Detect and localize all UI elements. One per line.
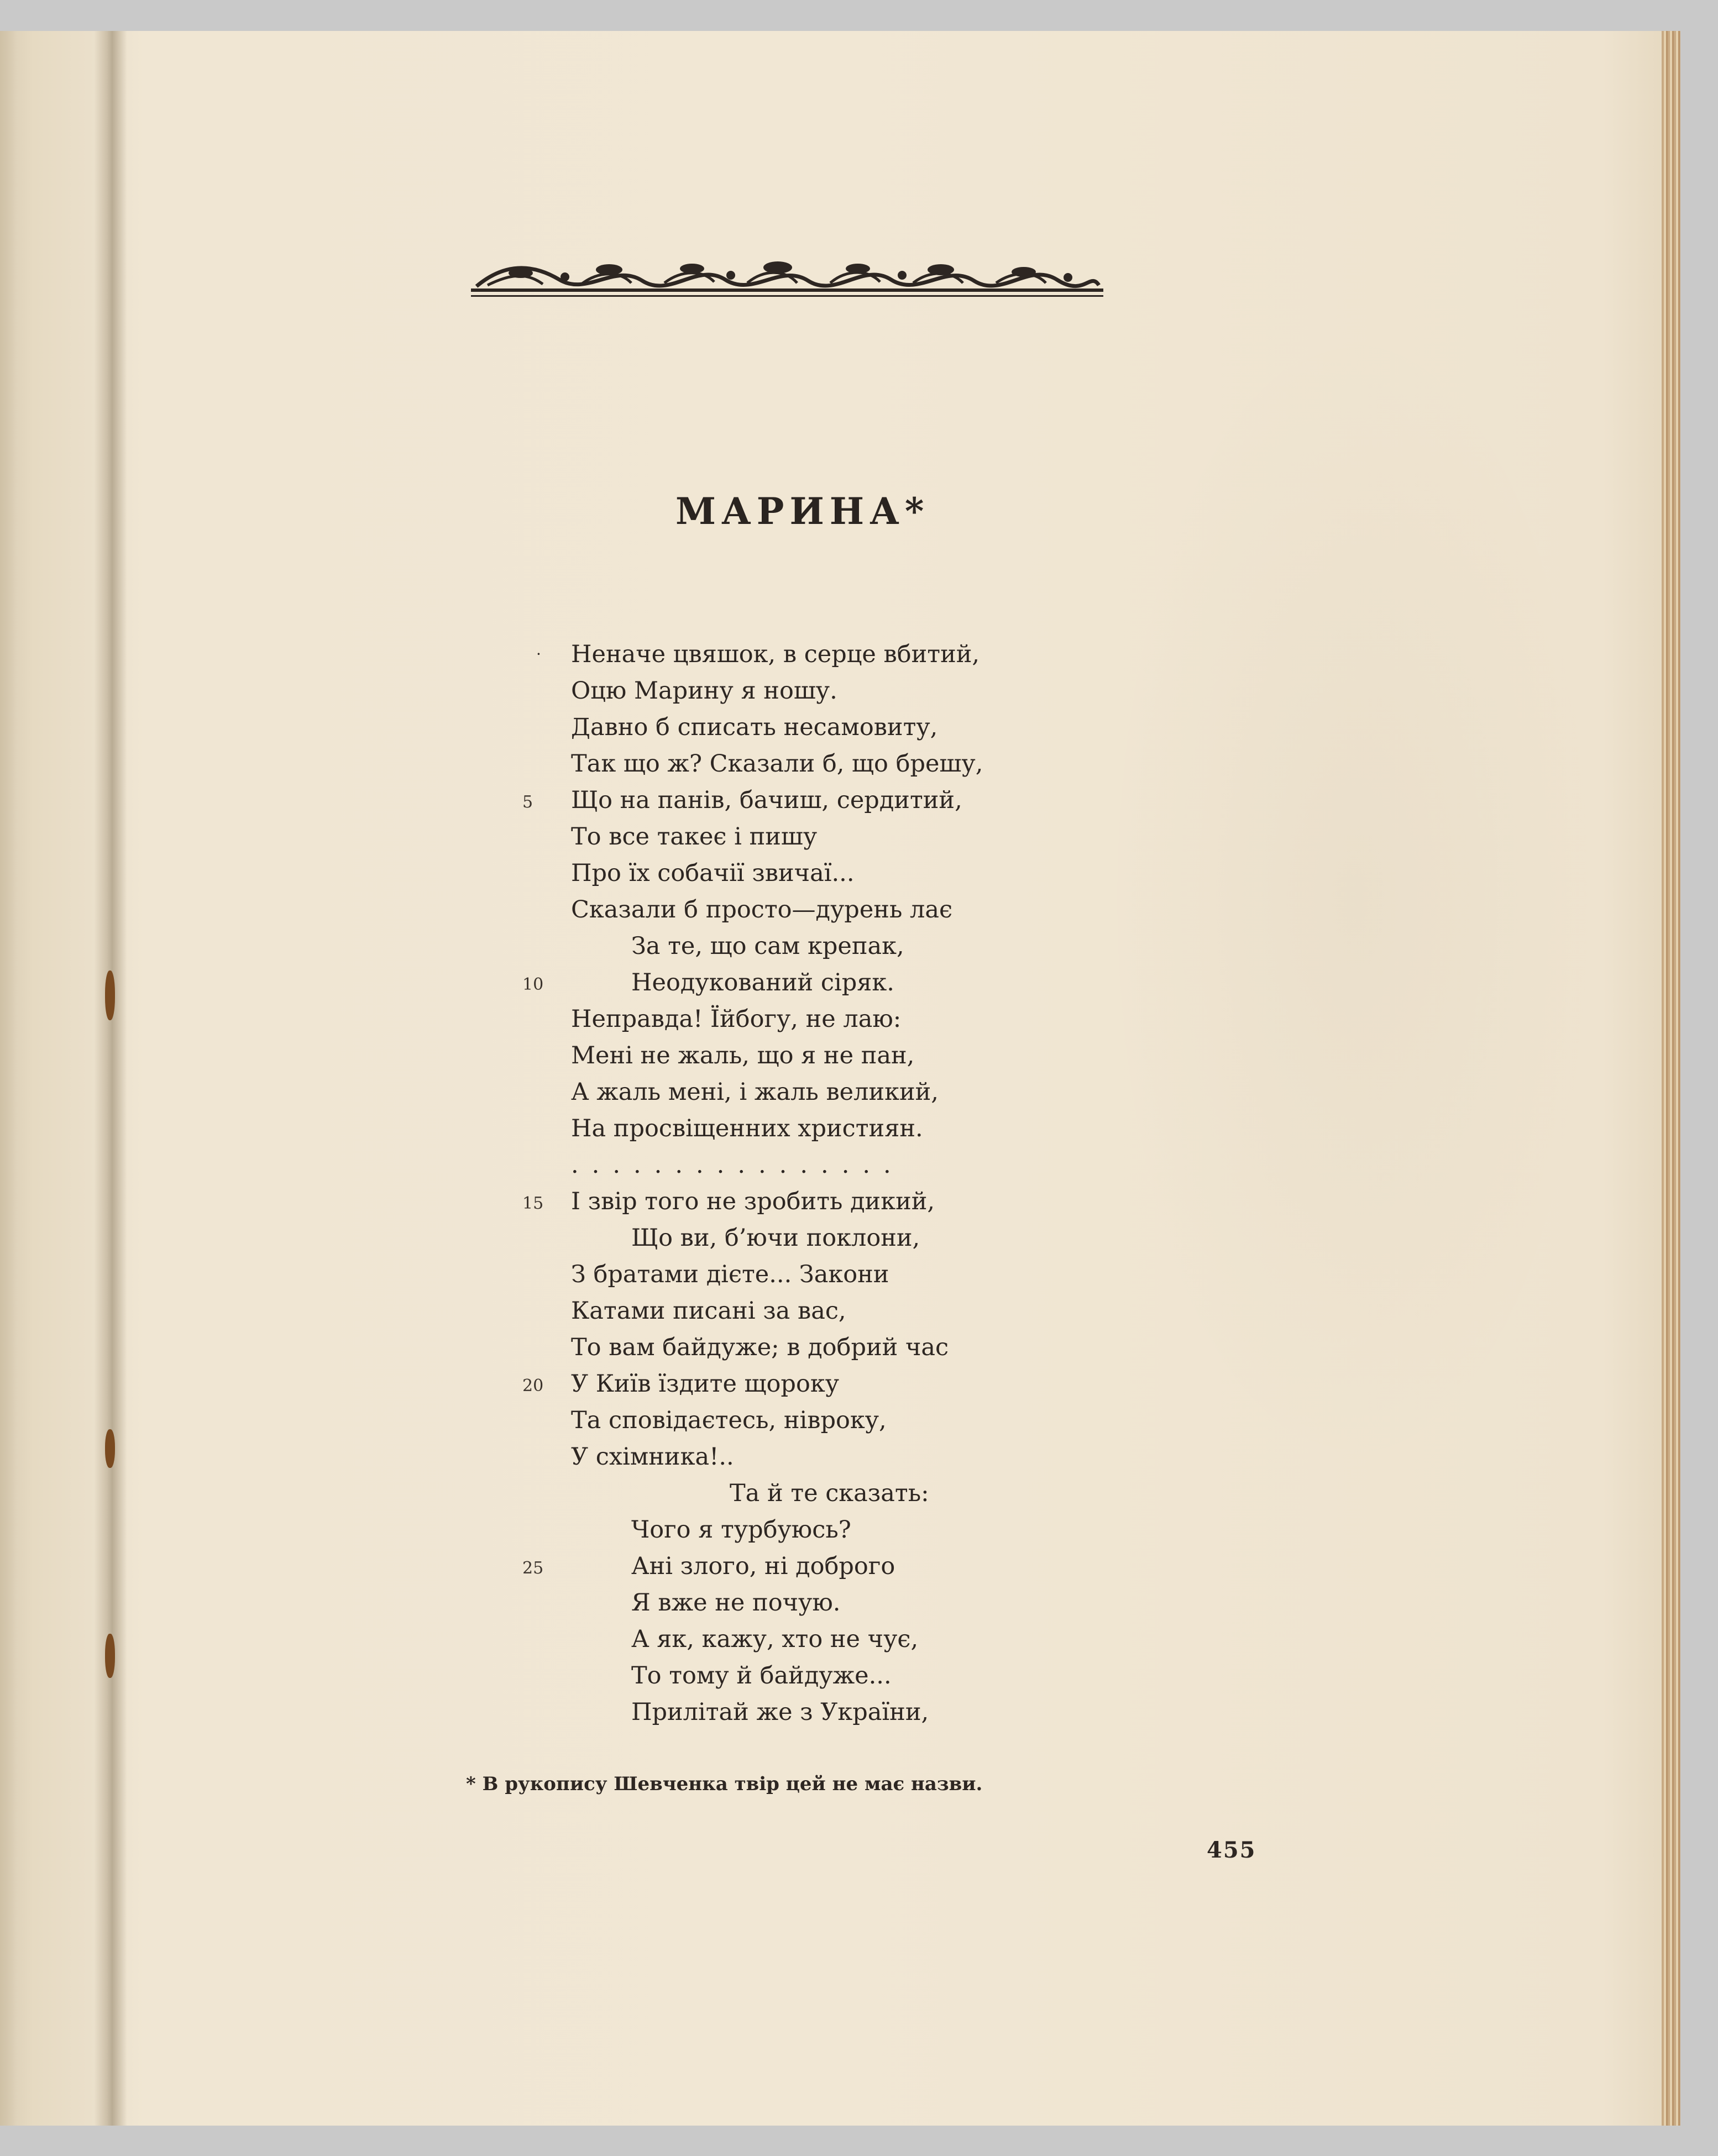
line-number: 25 xyxy=(522,1559,544,1578)
poem-line xyxy=(497,1147,1216,1183)
line-text: Так що ж? Сказали б, що брешу, xyxy=(571,750,983,778)
line-text: Прилітай же з України, xyxy=(631,1698,929,1726)
line-text: Та сповідаєтесь, нівроку, xyxy=(571,1407,887,1434)
page-stack-edge xyxy=(1662,31,1680,2126)
poem-line xyxy=(497,855,1216,891)
line-text: На просвіщенних християн. xyxy=(571,1115,923,1142)
line-text: Оцю Марину я ношу. xyxy=(571,677,837,705)
poem-line xyxy=(497,1293,1216,1329)
poem-line xyxy=(497,673,1216,709)
binding-stain xyxy=(105,1634,115,1678)
line-text: То вам байдуже; в добрий час xyxy=(571,1334,949,1361)
poem-line xyxy=(497,1366,1216,1402)
line-text: Та й те сказать: xyxy=(730,1480,929,1507)
poem-line xyxy=(497,1329,1216,1366)
line-text: А жаль мені, і жаль великий, xyxy=(571,1078,939,1106)
line-text: Я вже не почую. xyxy=(631,1589,841,1617)
line-number: 15 xyxy=(522,1194,544,1213)
line-text: Що на панів, бачиш, сердитий, xyxy=(571,786,962,814)
footnote: * В рукопису Шевченка твір цей не має назви. xyxy=(466,1773,983,1795)
line-text: Неначе цвяшок, в серце вбитий, xyxy=(571,641,980,668)
line-text: Давно б списать несамовиту, xyxy=(571,714,938,741)
poem-line xyxy=(497,1220,1216,1256)
poem-line xyxy=(497,709,1216,746)
book-page xyxy=(0,31,1680,2126)
binding-stain xyxy=(105,971,115,1020)
binding-stain xyxy=(105,1429,115,1468)
line-text: Неправда! Їйбогу, не лаю: xyxy=(571,1005,902,1033)
page-left-edge xyxy=(0,31,17,2126)
poem-line xyxy=(497,891,1216,928)
line-text: То тому й байдуже... xyxy=(631,1662,892,1690)
decorative-ornament-icon xyxy=(471,246,1103,307)
poem-line xyxy=(497,1074,1216,1110)
line-text: Сказали б просто—дурень лає xyxy=(571,896,953,924)
poem-line xyxy=(497,1256,1216,1293)
poem-line xyxy=(497,1585,1216,1621)
line-text: То все такеє і пишу xyxy=(571,823,818,851)
poem-line xyxy=(497,1402,1216,1439)
poem-line xyxy=(497,746,1216,782)
poem-line xyxy=(497,1657,1216,1694)
page-number: 455 xyxy=(1207,1837,1256,1863)
line-number: 10 xyxy=(522,975,544,994)
line-text: Мені не жаль, що я не пан, xyxy=(571,1042,915,1069)
line-text: Чого я турбуюсь? xyxy=(631,1516,851,1544)
line-number: 5 xyxy=(522,793,533,812)
poem-line xyxy=(497,1694,1216,1730)
ellipsis-dots: ................ xyxy=(571,1151,904,1179)
line-text: З братами дієте... Закони xyxy=(571,1261,889,1288)
poem-line xyxy=(497,1037,1216,1074)
poem-line xyxy=(497,964,1216,1001)
poem-line xyxy=(497,1548,1216,1585)
line-text: Що ви, б’ючи поклони, xyxy=(631,1224,920,1252)
poem-title: МАРИНА* xyxy=(675,490,930,533)
poem-line xyxy=(497,1512,1216,1548)
poem-line xyxy=(497,1183,1216,1220)
poem-line xyxy=(497,928,1216,964)
line-text: Неодукований сіряк. xyxy=(631,969,894,996)
line-text: Про їх собачії звичаї... xyxy=(571,859,855,887)
poem-line xyxy=(497,1621,1216,1657)
line-text: У схімника!.. xyxy=(571,1443,734,1471)
line-text: Катами писані за вас, xyxy=(571,1297,846,1325)
book-gutter xyxy=(94,31,127,2126)
poem-line xyxy=(497,1110,1216,1147)
line-text: У Київ їздите щороку xyxy=(571,1370,840,1398)
line-text: Ані злого, ні доброго xyxy=(631,1552,895,1580)
margin-mark: · xyxy=(536,645,541,663)
poem-line xyxy=(497,819,1216,855)
poem-line xyxy=(497,1475,1216,1512)
poem-line xyxy=(497,636,1216,673)
poem-line xyxy=(497,1439,1216,1475)
line-text: За те, що сам крепак, xyxy=(631,932,904,960)
line-text: І звір того не зробить дикий, xyxy=(571,1188,935,1215)
line-text: А як, кажу, хто не чує, xyxy=(631,1625,919,1653)
poem-text xyxy=(497,636,1216,1730)
poem-line xyxy=(497,1001,1216,1037)
poem-line xyxy=(497,782,1216,819)
line-number: 20 xyxy=(522,1376,544,1396)
